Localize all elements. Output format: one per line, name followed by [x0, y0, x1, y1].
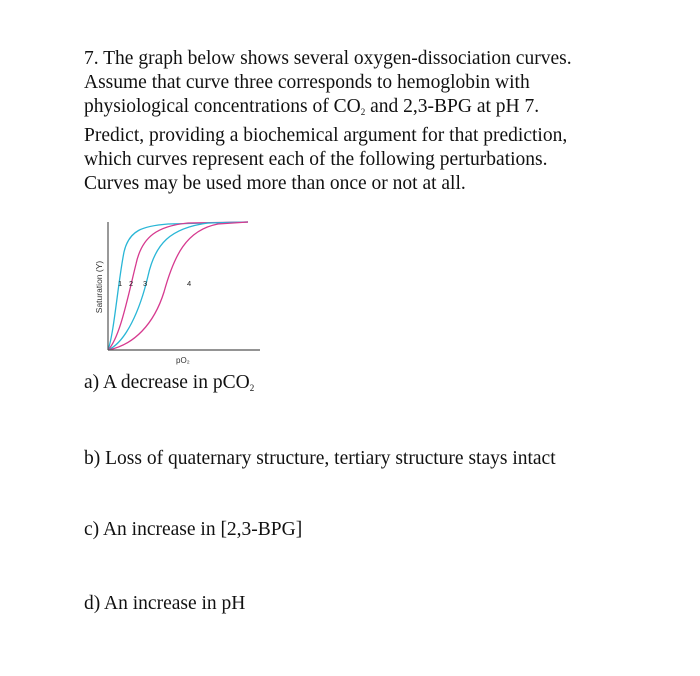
curve-label-3: 3 — [143, 279, 148, 288]
part-b: b) Loss of quaternary structure, tertiary structure stays intact — [84, 448, 556, 469]
part-d: d) An increase in pH — [84, 593, 246, 614]
question-text — [84, 47, 644, 196]
x-axis-label: pO₂ — [176, 356, 190, 365]
oxygen-dissociation-graph — [88, 212, 278, 372]
question-line-3 — [84, 95, 644, 124]
y-axis-label: Saturation (Y) — [94, 260, 104, 314]
question-line-3-pre: physiological concentrations of CO — [84, 96, 361, 117]
pco2-subscript: 2 — [249, 383, 255, 393]
part-c: c) An increase in [2,3-BPG] — [84, 519, 303, 540]
co2-subscript: 2 — [360, 107, 366, 117]
question-line-5: which curves represent each of the following perturbations. — [84, 149, 548, 170]
curve-label-2: 2 — [129, 279, 134, 288]
part-a — [84, 372, 254, 394]
curve-label-4: 4 — [187, 279, 192, 288]
question-line-3-post: and 2,3-BPG at pH 7. — [365, 96, 540, 117]
question-line-6: Curves may be used more than once or not at all. — [84, 173, 466, 194]
graph-svg — [88, 212, 278, 372]
question-line-2: Assume that curve three corresponds to hemoglobin with — [84, 72, 530, 93]
curve-label-1: 1 — [118, 279, 123, 288]
part-a-text: a) A decrease in pCO — [84, 372, 250, 393]
question-line-1: 7. The graph below shows several oxygen-dissociation curves. — [84, 48, 572, 69]
question-line-4: Predict, providing a biochemical argument for that prediction, — [84, 125, 568, 146]
